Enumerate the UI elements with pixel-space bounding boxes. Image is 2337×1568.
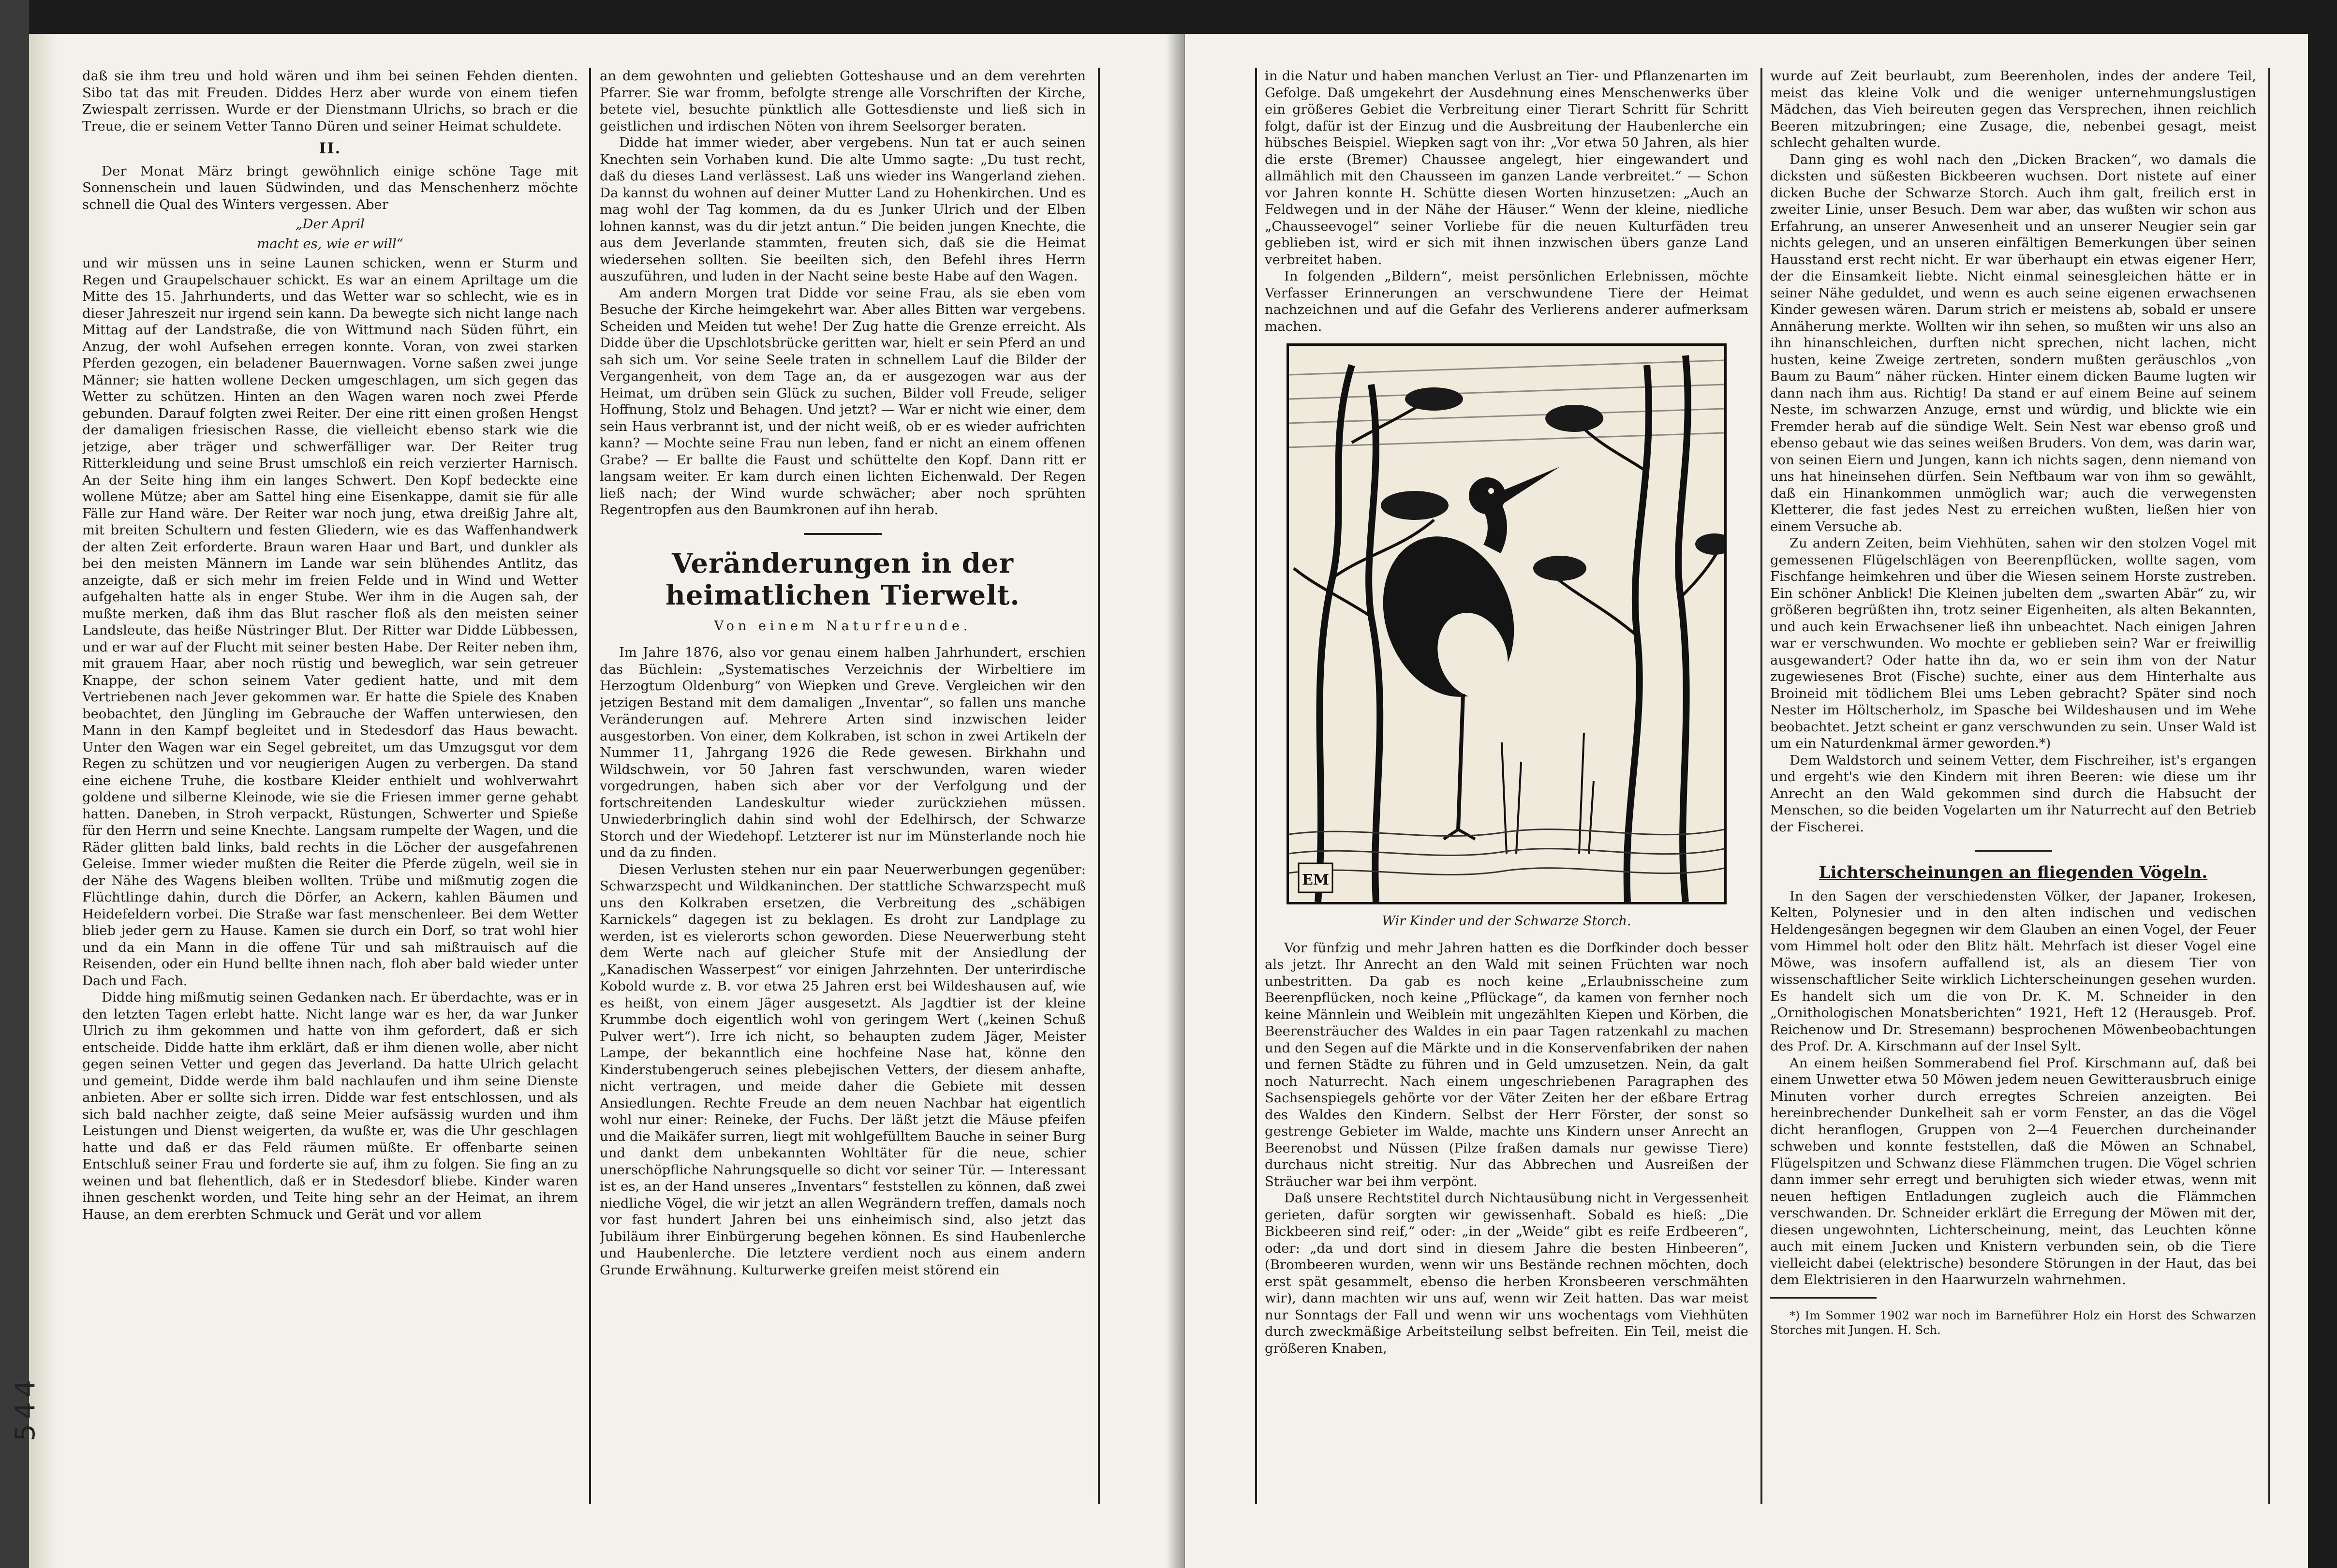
paragraph: Im Jahre 1876, also vor genau einem halben Jahrhundert, erschien das Büchlein: „Systematisches Verzeichnis der Wirbeltiere im Herzogtum Oldenburg“ von Wiepken und Greve. Vergleichen wir den jetzigen Bestand mit dem damaligen „Inventar“, so fallen uns manche Veränderungen auf. Mehrere Arten sind inzwischen leider ausgestorben. Von einer, dem Kolkraben, ist schon in zwei Artikeln der Nummer 11, Jahrgang 1926 die Rede gewesen. Birkhahn und Wildschwein, vor 50 Jahren fast verschwunden, waren wieder vorgedrungen, haben sich aber vor der Verfolgung und der fortschreitenden Landeskultur wieder zurückziehen müssen. Unwiederbringlich dahin sind wohl der Edelhirsch, der Schwarze Storch und der Wiedehopf. Letzterer ist nur im Münsterlande noch hie und da zu finden. xyxy=(600,645,1086,860)
paragraph: Diesen Verlusten stehen nur ein paar Neuerwerbungen gegenüber: Schwarzspecht und Wildkaninchen. Der stattliche Schwarzspecht muß uns den Kolkraben ersetzen, die Verbreitung des „schäbigen Karnickels“ dagegen ist zu beklagen. Es droht zur Landplage zu werden, ist es vielerorts schon geworden. Diese Neuerwerbung steht dem Werte nach auf gleicher Stufe mit der Ansiedlung der „Kanadischen Wasserpest“ vor einigen Jahrzehnten. Der unterirdische Kobold wurde z. B. vor etwa 25 Jahren erst bei Wildeshausen auf, wie es heißt, von einem Jäger ausgesetzt. Als Jagdtier ist der kleine Krummbe doch eigentlich wohl von geringem Wert („keinen Schuß Pulver wert“). Irre ich nicht, so behaupten zudem Jäger, Meister Lampe, der bekanntlich eine hochfeine Nase hat, könne den Kinderstubengeruch seines plebejischen Vetters, der diesem anhafte, nicht vertragen, und meide daher die Gebiete mit dessen Ansiedlungen. Rechte Freude an dem neuen Nachbar hat eigentlich wohl nur einer: Reineke, der Fuchs. Der läßt jetzt die Mäuse pfeifen und die Maikäfer surren, liegt mit wohlgefülltem Bauche in seiner Burg und dankt dem unbekannten Wohltäter für die neue, schier unerschöpfliche Nahrungsquelle so dicht vor seiner Tür. — Interessant ist es, an der Hand unseres „Inventars“ feststellen zu können, daß zwei niedliche Vögel, die wir jetzt an allen Wegrändern treffen, damals noch vor fast hundert Jahren bei uns einheimisch sind, also jetzt das Jubiläum ihrer Einbürgerung begehen können. Es sind Haubenlerche und Haubenlerche. Die letztere verdient noch aus einem andern Grunde Erwähnung. Kulturwerke greifen meist störend ein xyxy=(600,861,1086,1278)
right-column-2 xyxy=(1770,68,2256,1504)
verse-line: „Der April xyxy=(296,216,365,232)
paragraph: Didde hing mißmutig seinen Gedanken nach. Er überdachte, was er in den letzten Tagen erlebt hatte. Nicht lange war es her, da war Junker Ulrich zu ihm gekommen und hatte von ihm gefordert, daß er sich entscheide. Didde hatte ihm erklärt, daß er ihm dienen wolle, aber nicht gegen seinen Vetter und gegen das Jeverland. Da hatte Ulrich gelacht und gemeint, Didde werde ihm bald nachlaufen und ihm seine Dienste anbieten. Aber er sollte sich irren. Didde war fest entschlossen, und als sich bald nachher zeigte, daß seine Meier aufsässig wurden und ihm Leistungen und Dienst weigerten, da wußte er, was die Uhr geschlagen hatte und daß er das Feld räumen müßte. Er offenbarte seinen Entschluß seiner Frau und forderte sie auf, ihm zu folgen. Sie fing an zu weinen und bat flehentlich, daß er in Stedesdorf bliebe. Kinder waren ihnen geschenkt worden, und Teite hing sehr an der Heimat, an ihrem Hause, an dem ererbten Schmuck und Gerät und vor allem xyxy=(82,990,578,1222)
left-column-2 xyxy=(600,68,1086,1504)
paragraph: Dann ging es wohl nach den „Dicken Bracken“, wo damals die dicksten und süßesten Bickbeeren wuchsen. Dort nistete auf einer dicken Buche der Schwarze Storch. Auch ihm galt, freilich erst in zweiter Linie, unser Besuch. Dem war aber, das wußten wir schon aus Erfahrung, an unserer Anwesenheit und an unserer Neugier sein gar nichts gelegen, und an unseren einfältigen Bemerkungen über seinen Hausstand erst recht nicht. Er war überhaupt ein etwas eigener Herr, der die Einsamkeit liebte. Nicht einmal seinesgleichen hätte er in seiner Nähe geduldet, und wenn es auch seine eigenen erwachsenen Kinder gewesen wären. Darum strich er meistens ab, sobald er unsere Annäherung merkte. Wollten wir ihn sehen, so mußten wir uns also an ihn hinanschleichen, durften nicht sprechen, nicht lachen, nicht husten, keine Zweige zertreten, sondern mußten geräuschlos „von Baum zu Baum“ näher rücken. Hinter einem dicken Baume lugten wir dann nach ihm aus. Richtig! Da stand er auf einem Beine auf seinem Neste, im schwarzen Anzuge, ernst und würdig, und blickte wie ein Fremder herab auf die sündige Welt. Sein Nest war ebenso groß und ebenso gebaut wie das seines weißen Bruders. Von dem, was darin war, von seinen Eiern und Jungen, kann ich nichts sagen, denn niemand von uns hat hineinsehen dürfen. Sein Neftbaum war von ihm so gewählt, daß ein Hinankommen unmöglich war; auch die verwegensten Kletterer, die fast jedes Nest zu erreichen wußten, ließen hier von einem Versuche ab. xyxy=(1770,151,2256,534)
illustration-caption: Wir Kinder und der Schwarze Storch. xyxy=(1382,914,1631,929)
section-heading: II. xyxy=(319,140,341,157)
column-rule xyxy=(1760,68,1762,1504)
column-rule xyxy=(589,68,591,1504)
paragraph: Vor fünfzig und mehr Jahren hatten es die Dorfkinder doch besser als jetzt. Ihr Anrecht an den Wald mit seinen Früchten war noch unbestritten. Da gab es noch keine „Erlaubnisscheine zum Beerenpflücken, noch keine „Pflückage“, da kamen von fernher noch keine Männlein und Weiblein mit ungezählten Kiepen und Körben, die Beerensträucher des Waldes in ein paar Tagen ratzenkahl zu machen und den Segen auf die Märkte und in die Konservenfabriken der nahen und fernen Städte zu führen und in Geld umzusetzen. Nein, da galt noch Naturrecht. Nach einem ungeschriebenen Paragraphen des Sachsenspiegels gehörte vor der Väter Zeiten her der eßbare Ertrag des Waldes den Kindern. Selbst der Herr Förster, der sonst so gestrenge Gebieter im Walde, machte uns Kindern unser Anrecht an Beerenobst und Nüssen (Pilze fraßen damals nur gewisse Tiere) durchaus nicht streitig. Nur das Abbrechen und Ausreißen der Sträucher war bei ihm verpönt. xyxy=(1265,940,1748,1189)
paragraph: Didde hat immer wieder, aber vergebens. Nun tat er auch seinen Knechten sein Vorhaben kund. Die alte Ummo sagte: „Du tust recht, daß du dieses Land verlässest. Laß uns wieder ins Wangerland ziehen. Da kannst du wohnen auf deiner Mutter Land zu Hohenkirchen. Und es mag wohl der Tag kommen, da du es Junker Ulrich und der Elben lohnen kannst, was du dir jetzt antun.“ Die beiden jungen Knechte, die aus dem Jeverlande stammten, freuten sich, daß sie die Heimat wiedersehen sollten. Sie beeilten sich, den Befehl ihres Herrn auszuführen, und luden in der Nacht seine beste Habe auf den Wagen. xyxy=(600,135,1086,284)
paragraph: In den Sagen der verschiedensten Völker, der Japaner, Irokesen, Kelten, Polynesier und in den alten indischen und vedischen Heldengesängen begegnen wir dem Glauben an einen Vogel, der Feuer vom Himmel holt oder den Blitz hält. Mehrfach ist dieser Vogel eine Möwe, was insofern auffallend ist, als an diesem Tier von wissenschaftlicher Seite wirklich Lichterscheinungen gesehen wurden. Es handelt sich um die von Dr. K. M. Schneider in den „Ornithologischen Monatsberichten“ 1921, Heft 12 (Herausgeb. Prof. Reichenow und Dr. Stresemann) besprochenen Möwenbeobachtungen des Prof. Dr. A. Kirschmann auf der Insel Sylt. xyxy=(1770,888,2256,1054)
paragraph: An einem heißen Sommerabend fiel Prof. Kirschmann auf, daß bei einem Unwetter etwa 50 Möwen jedem neuen Gewitterausbruch einige Minuten vorher durch erregtes Schreien anzeigten. Bei hereinbrechender Dunkelheit sah er vorm Fenster, an das die Vögel dicht heranflogen, Gruppen von 2—4 Feuerchen durcheinander schweben und konnte feststellen, daß die Möwen an Schnabel, Flügelspitzen und Schwanz diese Flämmchen trugen. Die Vögel schrien dann immer sehr erregt und beruhigten sich wieder etwas, wenn mit neuen heftigen Entladungen zugleich auch die Flämmchen verschwanden. Dr. Schneider erklärt die Erregung der Möwen mit der, diesen ungewohnten, Lichterscheinung, meint, das Leuchten könne auch mit einem Jucken und Knistern verbunden sein, ob die Tiere vielleicht dabei (elektrische) besondere Störungen in der Haut, das bei dem Elektrisieren in den Haarwurzeln wahrnehmen. xyxy=(1770,1055,2256,1287)
paragraph: an dem gewohnten und geliebten Gotteshause und an dem verehrten Pfarrer. Sie war fromm, befolgte strenge alle Vorschriften der Kirche, betete viel, besuchte pünktlich alle Gottesdienste und ließ sich in geistlichen und irdischen Nöten von ihrem Seelsorger beraten. xyxy=(600,68,1086,134)
right-column-1 xyxy=(1265,68,1748,1504)
paragraph: Am andern Morgen trat Didde vor seine Frau, als sie eben vom Besuche der Kirche heimgekehrt war. Aber alles Bitten war vergebens. Scheiden und Meiden tut wehe! Der Zug hatte die Grenze erreicht. Als Didde über die Upschlotsbrücke geritten war, hielt er sein Pferd an und sah sich um. Vor seine Seele traten in schnellem Lauf die Bilder der Vergangenheit, von dem Tage an, da er ausgezogen war aus der Heimat, um drüben sein Glück zu suchen, Bilder voll Freude, seliger Hoffnung, Stolz und Behagen. Und jetzt? — War er nicht wie einer, dem sein Haus verbrannt ist, und der nicht weiß, ob er es wieder aufrichten kann? — Mochte seine Frau nun leben, fand er nicht an einem offenen Grabe? — Er ballte die Faust und schüttelte den Kopf. Dann ritt er langsam weiter. Er kam durch einen lichten Eichenwald. Der Regen ließ nach; der Wind wurde schwächer; aber noch sprühten Regentropfen aus den Baumkronen auf ihn herab. xyxy=(600,285,1086,518)
article-byline: Von einem Naturfreunde. xyxy=(714,618,972,634)
paragraph: in die Natur und haben manchen Verlust an Tier- und Pflanzenarten im Gefolge. Daß umgekehrt der Ausdehnung eines Menschenwerks über ein größeres Gebiet die Verbreitung einer Tierart Schritt für Schritt folgt, dafür ist der Einzug und die Ausbreitung der Haubenlerche ein hübsches Beispiel. Wiepken sagt von ihr: „Vor etwa 50 Jahren, als hier die erste (Bremer) Chaussee angelegt, hier eingewandert und allmählich mit den Chausseen im ganzen Lande verbreitet.“ — Schon vor Jahren konnte H. Schütte diesen Worten hinzusetzen: „Auch an Feldwegen und in der Nähe der Häuser.“ Wenn der kleine, niedliche „Chausseevogel“ seiner Vorliebe für die neuen Kulturfäden treu geblieben ist, wird er sich mit ihnen inzwischen übers ganze Land verbreitet haben. xyxy=(1265,68,1748,267)
paragraph: wurde auf Zeit beurlaubt, zum Beerenholen, indes der andere Teil, meist das kleine Volk und die weniger unternehmungslustigen Mädchen, das Vieh beireuten gegen das Versprechen, ihnen reichlich Beeren mitzubringen; eine Zusage, die, nebenbei gesagt, meist schlecht gehalten wurde. xyxy=(1770,68,2256,150)
artist-monogram: EM xyxy=(1302,872,1330,888)
scan-border-left xyxy=(0,0,29,1568)
separator-rule xyxy=(804,533,882,535)
column-rule xyxy=(1098,68,1100,1504)
footnote: *) Im Sommer 1902 war noch im Barneführer Holz ein Horst des Schwarzen Storches mit Jungen. H. Sch. xyxy=(1770,1308,2256,1337)
paragraph: und wir müssen uns in seine Launen schicken, wenn er Sturm und Regen und Graupelschauer schickt. Es war an einem Apriltage um die Mitte des 15. Jahrhunderts, und das Wetter war so schlecht, wie es in dieser Jahreszeit nur irgend sein kann. Da bewegte sich nicht lange nach Mittag auf der Landstraße, die von Wittmund nach Süden führt, ein Anzug, der wohl Aufsehen erregen konnte. Voran, von zwei starken Pferden gezogen, ein beladener Bauernwagen. Vorne saßen zwei junge Männer; sie hatten wollene Decken umgeschlagen, um sich gegen das Wetter zu schützen. Hinten an den Wagen waren noch zwei Pferde gebunden. Darauf folgten zwei Reiter. Der eine ritt einen großen Hengst der damaligen friesischen Rasse, die vielleicht ebenso stark wie die jetzige, aber träger und schwerfälliger war. Der Reiter trug Ritterkleidung und seine Brust umschloß ein reich verzierter Harnisch. An der Seite hing ihm ein langes Schwert. Den Kopf bedeckte eine wollene Mütze; aber am Sattel hing eine Eisenkappe, damit sie für alle Fälle zur Hand wäre. Der Reiter war noch jung, etwa dreißig Jahre alt, mit breiten Schultern und festen Gliedern, wie es das Waffenhandwerk der alten Zeit erforderte. Braun waren Haar und Bart, und dunkler als bei den meisten Männern im Lande war sein blühendes Antlitz, das anzeigte, daß er sich mehr im freien Felde und in Wind und Wetter aufgehalten hatte als in enger Stube. Wer ihm in die Augen sah, der mußte merken, daß ihm das Blut rascher floß als den meisten seiner Landsleute, das heiße Nüstringer Blut. Der Ritter war Didde Lübbessen, und er war auf der Flucht mit seiner besten Habe. Der Reiter neben ihm, mit grauem Haar, aber noch rüstig und beweglich, war sein getreuer Knappe, der schon seinem Vater gedient hatte, und mit dem Vertriebenen nach Jever gekommen war. Er hatte die Spiele des Knaben beobachtet, den Jüngling im Gebrauche der Waffen unterwiesen, den Mann in den Kampf begleitet und in Stedesdorf das Haus bewacht. Unter den Wagen war ein Segel gebreitet, um das Umzugsgut vor dem Regen zu schützen und vor neugierigen Augen zu verbergen. Da stand eine eichene Truhe, die kostbare Kleider enthielt und wohlverwahrt goldene und silberne Kleinode, wie sie die Friesen immer gerne gehabt hatten. Daneben, in Stroh verpackt, Rüstungen, Schwerter und Spieße für den Herrn und seine Knechte. Langsam rumpelte der Wagen, und die Räder glitten bald links, bald rechts in die Löcher der ausgefahrenen Geleise. Immer wieder mußten die Reiter die Pferde zügeln, weil sie in der Nähe des Wagens bleiben wollten. Trübe und mißmutig zogen die Flüchtlinge dahin, durch die Dörfer, an Ackern, kahlen Bäumen und Heidefeldern vorbei. Die Straße war fast menschenleer. Bei dem Wetter blieb jeder gern zu Hause. Kamen sie durch ein Dorf, so trat wohl hier und da ein Mann in die offene Tür und sah mißtrauisch auf die Reisenden, oder ein Hund bellte ihnen nach, floh aber bald wieder unter Dach und Fach. xyxy=(82,255,578,989)
stork-illustration xyxy=(1287,343,1727,904)
column-rule xyxy=(1255,68,1257,1504)
paragraph: Der Monat März bringt gewöhnlich einige schöne Tage mit Sonnenschein und lauen Südwinden, und das Menschenherz möchte schnell die Qual des Winters vergessen. Aber xyxy=(82,163,578,212)
right-page xyxy=(1185,34,2308,1568)
footnote-rule xyxy=(1770,1297,1877,1299)
column-rule xyxy=(2268,68,2270,1504)
woodcut-drawing xyxy=(1289,346,1724,902)
page-number: 544 xyxy=(10,1375,41,1441)
left-page xyxy=(29,34,1185,1568)
article-title: Lichterscheinungen an fliegenden Vögeln. xyxy=(1819,863,2208,882)
separator-rule xyxy=(1975,850,2052,852)
article-title: Veränderungen in der heimatlichen Tierwelt. xyxy=(666,547,1020,611)
scan-border-top xyxy=(0,0,2337,34)
scan-border-right xyxy=(2308,0,2337,1568)
verse-line: macht es, wie er will“ xyxy=(257,236,403,251)
paragraph: In folgenden „Bildern“, meist persönlichen Erlebnissen, möchte Verfasser Erinnerungen an verschwundene Tiere der Heimat nachzeichnen und auf die Gefahr des Verlierens anderer aufmerksam machen. xyxy=(1265,268,1748,334)
paragraph: Daß unsere Rechtstitel durch Nichtausübung nicht in Vergessenheit gerieten, dafür sorgten wir gewissenhaft. Sobald es hieß: „Die Bickbeeren sind reif,“ oder: „in der „Weide“ gibt es reife Erdbeeren“, oder: „da und dort sind in diesem Jahre die besten Hinbeeren“, (Brombeeren wurden, wenn wir uns Bestände rechnen möchten, doch erst spät gesammelt, ebenso die herben Kronsbeeren verschmähten wir), dann machten wir uns auf, wenn wir Zeit hatten. Das war meist nur Sonntags der Fall und wenn wir uns wochentags vom Viehhüten durch zweckmäßige Arbeitsteilung selbst befreiten. Ein Teil, meist die größeren Knaben, xyxy=(1265,1190,1748,1356)
paragraph: Dem Waldstorch und seinem Vetter, dem Fischreiher, ist's ergangen und ergeht's wie den Kindern mit ihren Beeren: wie diese um ihr Anrecht an den Wald gekommen sind durch die Habsucht der Menschen, so die beiden Vogelarten um ihr Naturrecht auf den Betrieb der Fischerei. xyxy=(1770,752,2256,835)
paragraph: Zu andern Zeiten, beim Viehhüten, sahen wir den stolzen Vogel mit gemessenen Flügelschlägen von Beerenpflücken, wollte sagen, vom Fischfange heimkehren und über die Wiesen seinem Horste zustreben. Ein schöner Anblick! Die Kleinen jubelten dem „swarten Abär“ zu, wir größeren begrüßten ihn, trotz seiner Eigenheiten, als alten Bekannten, und auch kein Erwachsener ließ ihn unbeachtet. Nach einigen Jahren war er verschwunden. Wo mochte er geblieben sein? War er freiwillig ausgewandert? Oder hatte ihn da, wo er sein ihm von der Natur zugewiesenes Brot (Fische) suchte, einer aus dem Hinterhalte aus Broineid mit tödlichem Blei ums Leben gebracht? Später sind noch Nester im Höltscherholz, im Spasche bei Wildeshausen und im Wehe beobachtet. Jetzt scheint er ganz verschwunden zu sein. Unser Wald ist um ein Naturdenkmal ärmer geworden.*) xyxy=(1770,535,2256,751)
left-column-1 xyxy=(82,68,578,1504)
paragraph: daß sie ihm treu und hold wären und ihm bei seinen Fehden dienten. Sibo tat das mit Freuden. Diddes Herz aber wurde von einem tiefen Zwiespalt zerrissen. Wurde er der Dienstmann Ulrichs, so brach er die Treue, die er seinem Vetter Tanno Düren und seiner Heimat schuldete. xyxy=(82,68,578,134)
